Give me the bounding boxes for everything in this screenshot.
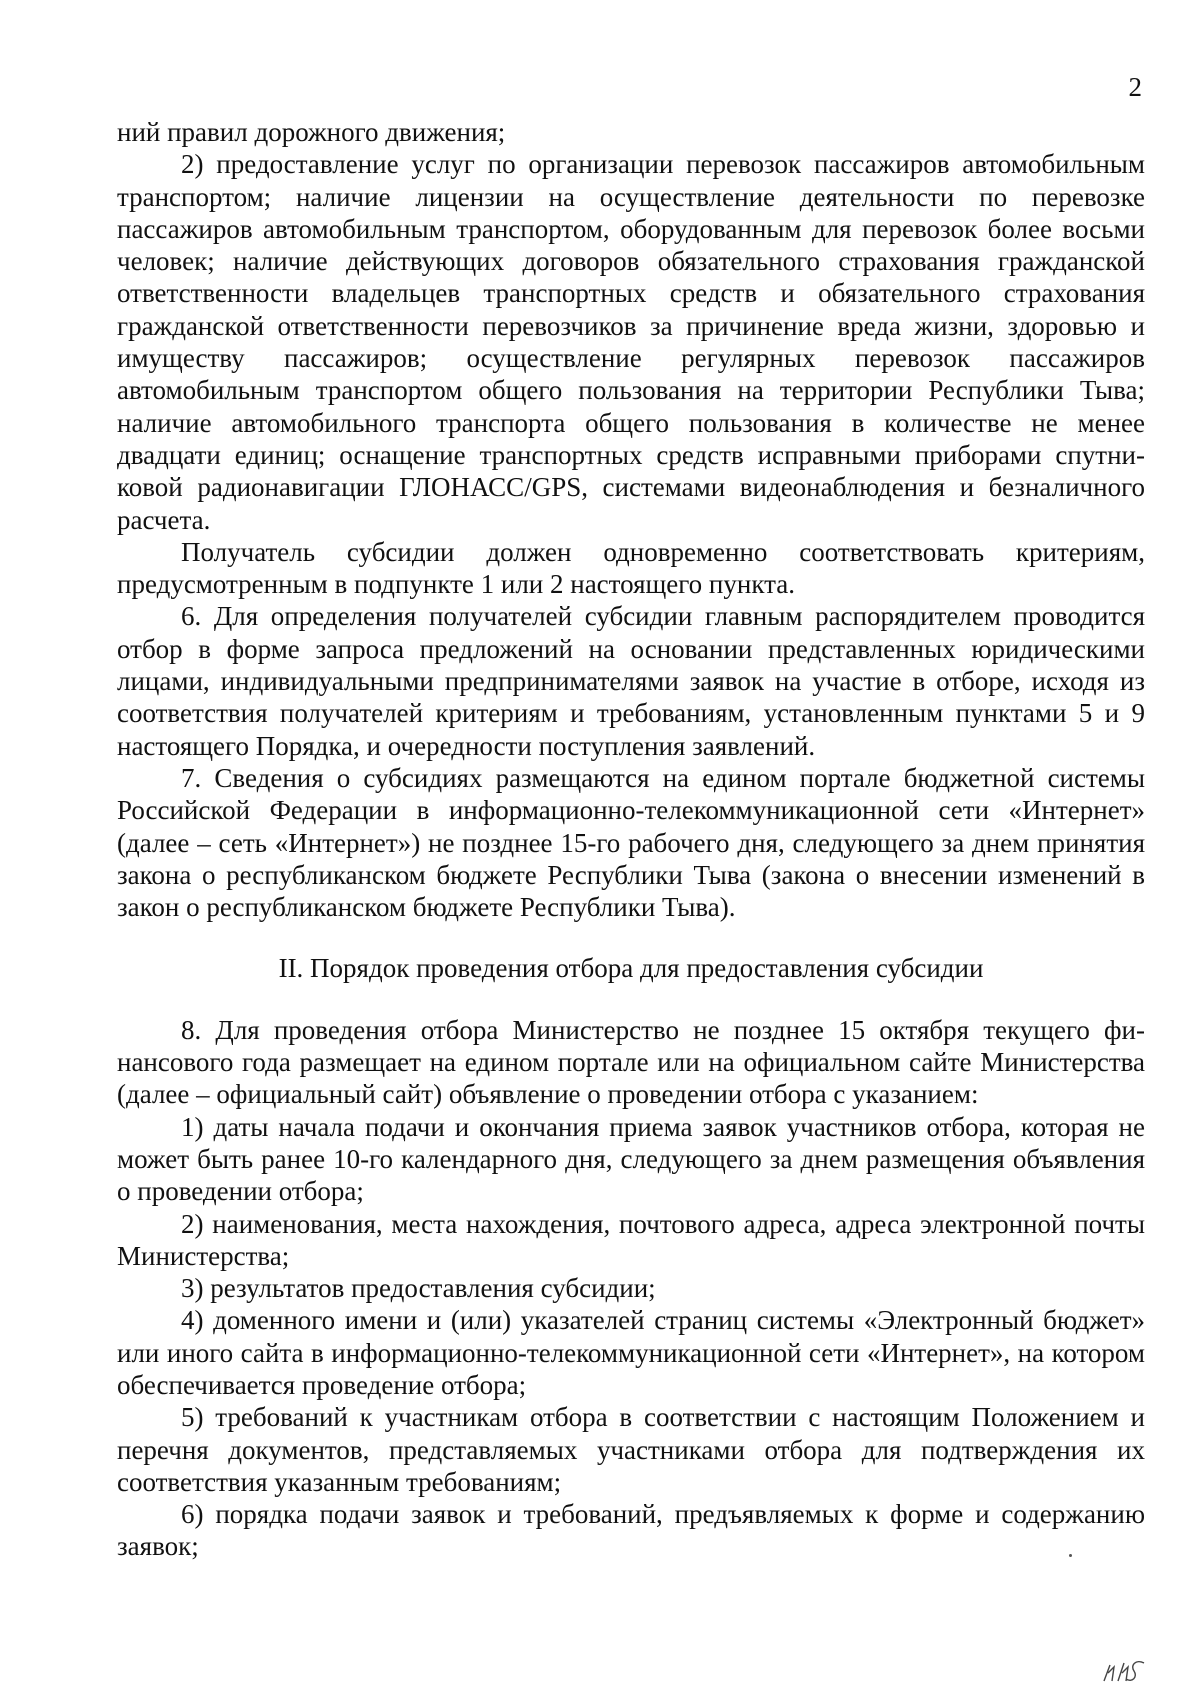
subitem-4: 4) доменного имени и (или) указателей страниц системы «Электронный бюджет» или иного сайта в информационно-телекоммуникационной сети «Интернет», на котором обеспечивается проведение отбора;	[117, 1305, 1145, 1400]
subitem-5: 5) требований к участникам отбора в соответствии с настоящим Положением и перечня документов, представляемых участниками отбора для подтверждения их соответствия указанным требованиям;	[117, 1402, 1145, 1497]
subitem-3: 3) результатов предоставления субсидии;	[181, 1273, 656, 1304]
paragraph-continuation: ний правил дорожного движения;	[117, 117, 506, 147]
handwritten-initials	[1098, 1655, 1148, 1685]
paragraph-item-7: 7. Сведения о субсидиях размещаются на едином портале бюджетной системы Российской Федерации в информационно-телекоммуникационной сети «Интернет» (далее – сеть «Интернет») не позднее 15-го рабочего дня, следующего за днем принятия закона о республиканском бюджете Республики Тыва (закона о внесении изменений в закон о республиканском бюджете Республики Тыва).	[117, 762, 1145, 923]
paragraph-recipient-criteria: Получатель субсидии должен одновременно соответствовать критериям, предусмотренным в подпункте 1 или 2 настоящего пункта.	[117, 536, 1145, 600]
section-heading: II. Порядок проведения отбора для предоставления субсидии	[278, 953, 984, 984]
subitem-1: 1) даты начала подачи и окончания приема заявок участников отбора, которая не может быть ранее 10-го календарного дня, следующего за днем размещения объявления о проведении отбора;	[117, 1111, 1145, 1207]
page-number: 2	[1128, 72, 1142, 102]
scan-artifact	[1069, 1554, 1072, 1557]
paragraph-item-6: 6. Для определения получателей субсидии главным распорядителем проводится отбор в форме запроса предложений на основании представленных юридическими лицами, индивидуальными предпринимателями заявок на участие в отборе, исходя из соответствия получателей критериям и требованиям, установленным пунктами 5 и 9 настоящего Порядка, и очередности поступления заявлений.	[117, 601, 1145, 761]
paragraph-item-2: 2) предоставление услуг по организации перевозок пассажиров автомобильным транспортом; наличие лицензии на осуществление деятельности по перевозке пассажиров автомобильным транспортом, оборудованным для перевозок более восьми человек; наличие действующих договоров обязательного страхования гражданской ответственности владельцев транспортных средств и обязательного страхования гражданской ответственности перевозчиков за причинение вреда жизни, здоровью и имуществу пассажиров; осуществление регулярных перевозок пассажиров автомобильным транспортом общего пользования на территории Республики Тыва; наличие автомобильного транспорта общего пользования в количестве не менее двадцати единиц; оснащение транспортных средств исправными приборами спутниковой радионавигации ГЛОНАСС/GPS, системами видеонаблюдения и безналичного расчета.	[117, 149, 1145, 535]
document-body	[117, 116, 1145, 1563]
paragraph-item-8: 8. Для проведения отбора Министерство не позднее 15 октября текущего финансового года размещает на едином портале или на официальном сайте Министерства (далее – официальный сайт) объявление о проведении отбора с указанием:	[117, 1014, 1145, 1110]
subitem-6: 6) порядка подачи заявок и требований, предъявляемых к форме и содержанию заявок;	[117, 1499, 1145, 1562]
subitem-2: 2) наименования, места нахождения, почтового адреса, адреса электронной почты Министерства;	[117, 1208, 1145, 1271]
